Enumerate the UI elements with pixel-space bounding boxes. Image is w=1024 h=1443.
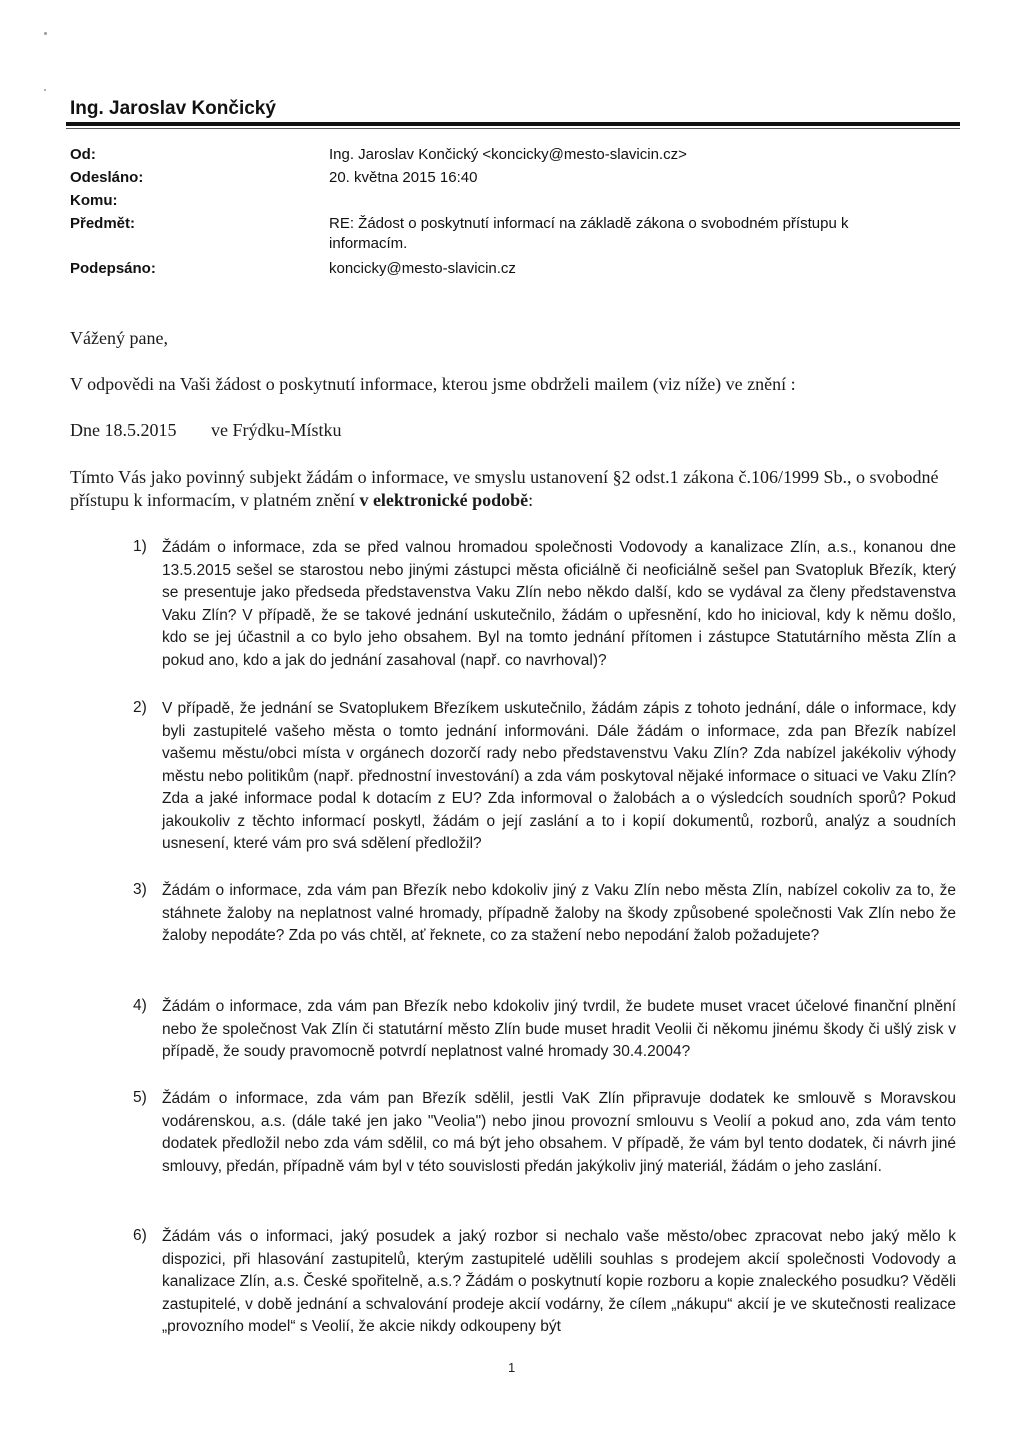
request-item: Žádám o informace, zda vám pan Březík nebo kdokoliv jiný tvrdil, že budete muset vracet účelové finanční plnění nebo že společnost Vak Zlín či statutární město Zlín bude muset hradit Veolii či někomu jinému škody či ušlý zisk v případě, že soudy pravomocně potvrdí neplatnost valné hromady 30.4.2004?: [162, 998, 956, 1060]
scan-speck: [44, 32, 47, 35]
item-number: 5): [133, 1089, 147, 1106]
from-label: Od:: [70, 146, 96, 163]
item-number: 4): [133, 997, 147, 1014]
intro-paragraph: V odpovědi na Vaši žádost o poskytnutí informace, kterou jsme obdrželi mailem (viz níže) ve znění :: [70, 374, 796, 394]
scan-speck: [44, 89, 46, 91]
sent-label: Odesláno:: [70, 169, 144, 186]
item-number: 6): [133, 1227, 147, 1244]
subject-value: RE: Žádost o poskytnutí informací na základě zákona o svobodném přístupu k informacím.: [329, 215, 849, 252]
request-paragraph: [70, 466, 940, 512]
subject-label: Předmět:: [70, 215, 136, 232]
heading-rule: [66, 122, 960, 126]
page-number: 1: [508, 1360, 516, 1375]
from-value: Ing. Jaroslav Končický <koncicky@mesto-slavicin.cz>: [329, 146, 687, 163]
sent-value: 20. května 2015 16:40: [329, 169, 478, 186]
request-text: Tímto Vás jako povinný subjekt žádám o informace, ve smyslu ustanovení §2 odst.1 zákona č.106/1999 Sb., o svobodné přístupu k informacím, v platném znění: [70, 467, 939, 510]
to-label: Komu:: [70, 192, 118, 209]
item-number: 2): [133, 699, 147, 716]
request-colon: :: [528, 490, 534, 510]
request-item: V případě, že jednání se Svatoplukem Březíkem uskutečnilo, žádám zápis z tohoto jednání, dále o informace, kdy byli zastupitelé vašeho města o tomto jednání informováni. Dále žádám o informace, zda pan Březík nabízel vašemu městu/obci místa v orgánech dozorčí rady nebo představenstvu Vaku Zlín? Zda nabízel jakékoliv výhody městu nebo politikům (např. přednostní investování) a zda vám poskytoval nějaké informace o situaci ve Vaku Zlín? Zda a jaké informace podal k dotacím z EU? Zda informoval o žalobách a o výsledcích soudních sporů? Pokud jakoukoliv z těchto informací poskytl, žádám o její zaslání a to i kopií dokumentů, rozborů, analýz a soudních usnesení, které vám pro svá sdělení předložil?: [162, 700, 956, 852]
item-number: 3): [133, 881, 147, 898]
request-place: ve Frýdku-Místku: [211, 420, 342, 440]
request-item: Žádám o informace, zda vám pan Březík nebo kdokoliv jiný z Vaku Zlín nebo města Zlín, nabízel cokoliv za to, že stáhnete žaloby na neplatnost valné hromady, případně žaloby na škody způsobené společnosti Vak Zlín nebo že žaloby nepodáte? Zda po vás chtěl, ať řeknete, co za stažení nebo nepodání žalob požadujete?: [162, 882, 956, 944]
request-item: Žádám o informace, zda vám pan Březík sdělil, jestli VaK Zlín připravuje dodatek ke smlouvě s Moravskou vodárenskou, a.s. (dále také jen jako "Veolia") nebo jinou provozní smlouvu s Veolií a pokud ano, zda vám tento dodatek předložil nebo zda vám sdělil, co má být jeho obsahem. V případě, že vám byl tento dodatek, či návrh jiné smlouvy, předán, případně vám byl v této souvislosti předán jakýkoliv jiný materiál, žádám o jeho zaslání.: [162, 1090, 956, 1175]
request-date: Dne 18.5.2015: [70, 420, 177, 440]
greeting: Vážený pane,: [70, 328, 168, 348]
signed-value: koncicky@mesto-slavicin.cz: [329, 260, 516, 277]
request-item: Žádám o informace, zda se před valnou hromadou společnosti Vodovody a kanalizace Zlín, a.s., konanou dne 13.5.2015 sešel se starostou nebo jinými zástupci města oficiálně či neoficiálně sešel pan Svatopluk Březík, který se presentuje jako předseda představenstva Vaku Zlín nebo někdo další, kdo se vydával za členy představenstva Vaku Zlín? V případě, že se takové jednání uskutečnilo, žádám o upřesnění, kdo ho inicioval, kdy k němu došlo, kdo se jej účastnil a co bylo jeho obsahem. Byl na tomto jednání přítomen i zástupce Statutárního města Zlín a pokud ano, kdo a jak do jednání zasahoval (např. co navrhoval)?: [162, 539, 956, 669]
signed-label: Podepsáno:: [70, 260, 156, 277]
request-item: Žádám vás o informaci, jaký posudek a jaký rozbor si nechalo vaše město/obec zpracovat nebo jaký mělo k dispozici, při hlasování zastupitelů, kterým zastupitelé udělili souhlas s prodejem akcií společnosti Vodovody a kanalizace Zlín, a.s. České spořitelně, a.s.? Žádám o poskytnutí kopie rozboru a kopie znaleckého posudku? Věděli zastupitelé, v době jednání a schvalování prodeje akcií vodárny, že cílem „nákupu“ akcií je ve skutečnosti realizace „provozního model“ s Veolií, že akcie nikdy odkoupeny být: [162, 1228, 956, 1335]
item-number: 1): [133, 538, 147, 555]
request-format: v elektronické podobě: [359, 490, 529, 510]
heading-rule-thin: [66, 128, 960, 129]
sender-name-heading: Ing. Jaroslav Končický: [70, 98, 276, 119]
